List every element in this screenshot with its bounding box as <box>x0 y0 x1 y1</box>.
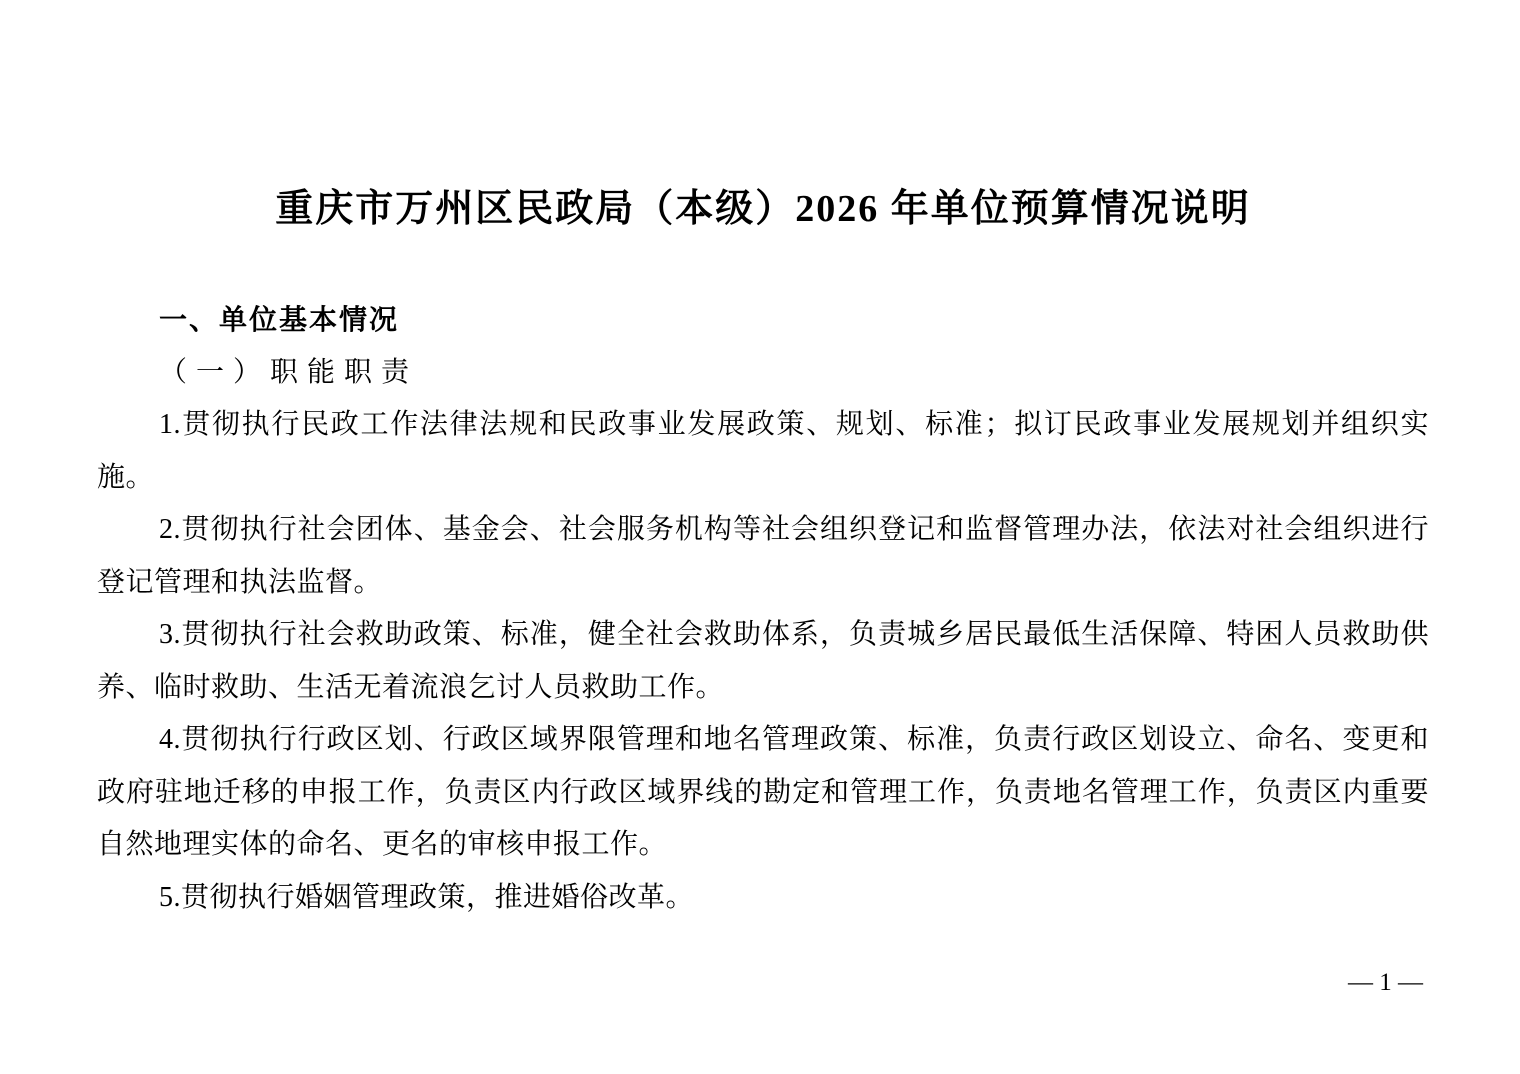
paragraph-duty-2: 2.贯彻执行社会团体、基金会、社会服务机构等社会组织登记和监督管理办法，依法对社会组织进行登记管理和执法监督。 <box>97 514 1429 598</box>
paragraph-duty-1: 1.贯彻执行民政工作法律法规和民政事业发展政策、规划、标准；拟订民政事业发展规划并组织实施。 <box>97 409 1429 493</box>
paragraph-duty-3: 3.贯彻执行社会救助政策、标准，健全社会救助体系，负责城乡居民最低生活保障、特困人员救助供养、临时救助、生活无着流浪乞讨人员救助工作。 <box>97 619 1429 703</box>
document-body <box>97 294 1429 924</box>
paragraph-duty-5: 5.贯彻执行婚姻管理政策，推进婚俗改革。 <box>159 881 695 913</box>
section-heading-basic-info: 一、单位基本情况 <box>159 304 400 335</box>
paragraph-duty-4: 4.贯彻执行行政区划、行政区域界限管理和地名管理政策、标准，负责行政区划设立、命名、变更和政府驻地迁移的申报工作，负责区内行政区域界线的勘定和管理工作，负责地名管理工作，负责区内重要自然地理实体的命名、更名的审核申报工作。 <box>97 724 1429 860</box>
subsection-heading-duties: （一）职能职责 <box>159 356 419 388</box>
document-title: 重庆市万州区民政局（本级）2026 年单位预算情况说明 <box>275 188 1251 230</box>
page-number: — 1 — <box>1348 969 1423 996</box>
